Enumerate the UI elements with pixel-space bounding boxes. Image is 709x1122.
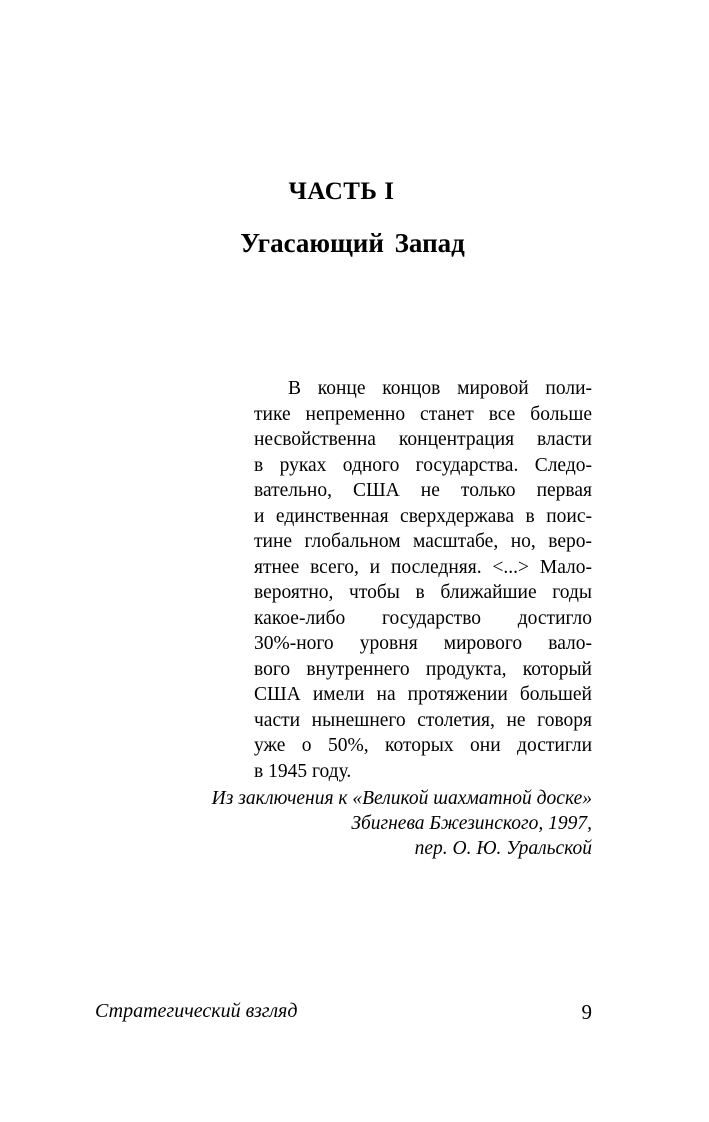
epigraph-line: ятнее всего, и последняя. <...> Мало- <box>254 556 592 578</box>
epigraph-line: вероятно, чтобы в ближайшие годы <box>254 582 592 603</box>
epigraph-line: тике непременно станет все больше <box>254 403 592 425</box>
epigraph-quote <box>254 376 592 784</box>
epigraph-line: тине глобальном масштабе, но, веро- <box>254 531 592 552</box>
epigraph-line: 30%-ного уровня мирового вало- <box>254 633 592 654</box>
epigraph-line: какое-либо государство достигло <box>254 607 592 629</box>
epigraph-line: вательно, США не только первая <box>254 480 592 501</box>
attribution-line: Збигнева Бжезинского, 1997, <box>351 813 592 834</box>
part-title: Угасающий Запад <box>240 228 465 258</box>
epigraph-attribution <box>150 786 592 861</box>
epigraph-line: части нынешнего столетия, не говоря <box>254 709 592 731</box>
epigraph-line: несвойственна концентрация власти <box>254 429 592 450</box>
part-label: ЧАСТЬ I <box>288 178 395 205</box>
epigraph-line: уже о 50%, которых они достигли <box>254 735 592 756</box>
running-title: Стратегический взгляд <box>95 1000 298 1022</box>
epigraph-line: и единственная сверхдержава в поис- <box>254 505 592 527</box>
epigraph-line: в руках одного государства. Следо- <box>254 454 592 476</box>
epigraph-line: в 1945 году. <box>254 760 352 782</box>
epigraph-line: США имели на протяжении большей <box>254 684 592 705</box>
page-number: 9 <box>581 1000 592 1024</box>
attribution-line: Из заключения к «Великой шахматной доске» <box>211 788 592 809</box>
attribution-line: пер. О. Ю. Уральской <box>414 838 592 859</box>
epigraph-line: вого внутреннего продукта, который <box>254 658 592 680</box>
epigraph-line: В конце концов мировой поли- <box>288 378 592 399</box>
